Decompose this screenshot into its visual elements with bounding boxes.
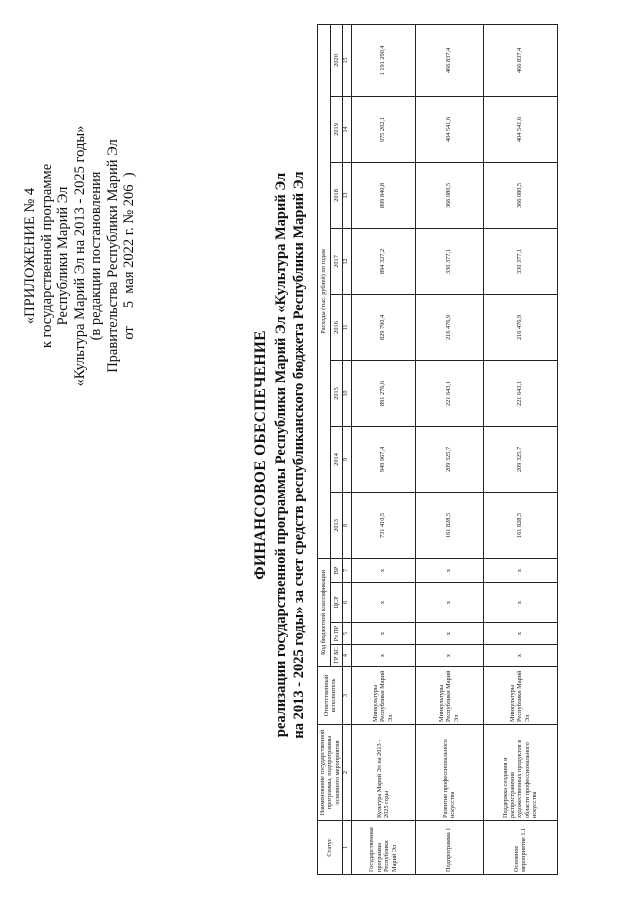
col-header-vr: ВР	[330, 558, 343, 582]
cell-value: 209 325,7	[415, 426, 483, 492]
appendix-line: к государственной программе	[38, 163, 55, 349]
financing-table	[317, 24, 558, 875]
cell-vr: x	[351, 558, 415, 582]
col-header-expenses: Расходы (тыс. рублей) по годам	[318, 24, 331, 558]
title-line: на 2013 - 2025 годы» за счет средств республиканского бюджета Республики Марий Эл	[291, 171, 307, 739]
col-number: 5	[343, 623, 351, 645]
cell-value: 216 476,9	[415, 294, 483, 360]
col-header-year: 2018	[330, 162, 343, 228]
cell-status: Основное мероприятие 1.1	[483, 821, 557, 875]
cell-csr: x	[351, 583, 415, 623]
cell-grbs: x	[415, 645, 483, 667]
cell-status: Государственная программа Республики Марий Эл	[351, 821, 415, 875]
cell-executor: Минкультуры Республики Марий Эл	[351, 667, 415, 725]
cell-csr: x	[415, 583, 483, 623]
document-title	[252, 85, 308, 825]
cell-csr: x	[483, 583, 557, 623]
col-header-status: Статус	[318, 821, 343, 875]
col-number: 6	[343, 583, 351, 623]
cell-value: 404 541,6	[483, 96, 557, 162]
col-number: 2	[343, 725, 351, 821]
appendix-date-line	[121, 96, 138, 416]
cell-value: 891 276,6	[351, 360, 415, 426]
cell-value: 404 541,6	[415, 96, 483, 162]
cell-value: 1 191 290,4	[351, 24, 415, 96]
date-day: 5	[121, 300, 137, 309]
col-number: 12	[343, 228, 351, 294]
title-line: реализации государственной программы Республики Марий Эл «Культура Марий Эл	[273, 172, 289, 738]
col-header-year: 2014	[330, 426, 343, 492]
cell-rzpr: x	[351, 623, 415, 645]
column-number-row	[343, 24, 351, 874]
col-header-year: 2013	[330, 492, 343, 558]
cell-value: 161 828,5	[483, 492, 557, 558]
appendix-line: «ПРИЛОЖЕНИЕ № 4	[22, 187, 38, 325]
col-header-executor: Ответственный исполнитель	[318, 667, 343, 725]
col-number: 3	[343, 667, 351, 725]
cell-value: 161 828,5	[415, 492, 483, 558]
cell-value: 731 410,5	[351, 492, 415, 558]
col-header-year: 2017	[330, 228, 343, 294]
cell-value: 829 790,4	[351, 294, 415, 360]
closing-paren: )	[121, 172, 137, 178]
col-number: 7	[343, 558, 351, 582]
appendix-line: (в редакции постановления	[88, 171, 104, 341]
col-header-year: 2016	[330, 294, 343, 360]
col-number: 13	[343, 162, 351, 228]
cell-vr: x	[483, 558, 557, 582]
title-main: ФИНАНСОВОЕ ОБЕСПЕЧЕНИЕ	[252, 330, 269, 580]
appendix-header	[22, 96, 138, 416]
cell-value: 975 202,1	[351, 96, 415, 162]
cell-rzpr: x	[415, 623, 483, 645]
col-number: 10	[343, 360, 351, 426]
col-number: 9	[343, 426, 351, 492]
col-header-csr: ЦСР	[330, 583, 343, 623]
col-header-name: Наименование государственной программы, подпрограммы основного мероприятия	[318, 725, 343, 821]
date-rest: мая 2022 г. №	[121, 209, 137, 294]
cell-value: 221 643,1	[415, 360, 483, 426]
cell-value: 221 643,1	[483, 360, 557, 426]
header-row	[318, 24, 331, 874]
cell-value: 899 840,8	[351, 162, 415, 228]
cell-rzpr: x	[483, 623, 557, 645]
cell-status: Подпрограмма 1	[415, 821, 483, 875]
col-header-grbs: ГР БС	[330, 645, 343, 667]
cell-name: Культура Марий Эл на 2013 - 2025 годы	[351, 725, 415, 821]
col-number: 15	[343, 24, 351, 96]
cell-value: 209 325,7	[483, 426, 557, 492]
cell-name: Поддержка создания и распространения художественных продуктов в области профессионального искусства	[483, 725, 557, 821]
date-prefix: от	[121, 326, 137, 340]
cell-executor: Минкультуры Республики Марий Эл	[483, 667, 557, 725]
cell-value: 216 476,9	[483, 294, 557, 360]
cell-grbs: x	[351, 645, 415, 667]
cell-value: 894 327,2	[351, 228, 415, 294]
col-number: 8	[343, 492, 351, 558]
cell-value: 330 377,1	[483, 228, 557, 294]
cell-value: 949 967,4	[351, 426, 415, 492]
appendix-line: Республики Марий Эл	[55, 186, 71, 326]
appendix-line: «Культура Марий Эл на 2013 - 2025 годы»	[71, 125, 88, 387]
col-header-budget-code: Код бюджетной классификации	[318, 558, 331, 666]
cell-value: 466 837,4	[415, 24, 483, 96]
appendix-line: Правительства Республики Марий Эл	[104, 139, 121, 373]
cell-vr: x	[415, 558, 483, 582]
table-row	[483, 24, 557, 874]
decree-number: 206	[121, 184, 137, 207]
cell-name: Развитие профессионального искусства	[415, 725, 483, 821]
col-number: 14	[343, 96, 351, 162]
cell-value: 366 080,5	[415, 162, 483, 228]
col-header-year: 2015	[330, 360, 343, 426]
table-row	[351, 24, 415, 874]
col-number: 11	[343, 294, 351, 360]
col-header-year: 2019	[330, 96, 343, 162]
col-number: 4	[343, 645, 351, 667]
cell-value: 366 080,5	[483, 162, 557, 228]
table-row	[415, 24, 483, 874]
col-header-rzpr: Рз ПР	[330, 623, 343, 645]
cell-grbs: x	[483, 645, 557, 667]
cell-value: 330 377,1	[415, 228, 483, 294]
cell-executor: Минкультуры Республики Марий Эл	[415, 667, 483, 725]
cell-value: 466 837,4	[483, 24, 557, 96]
col-header-year: 2020	[330, 24, 343, 96]
col-number: 1	[343, 821, 351, 875]
